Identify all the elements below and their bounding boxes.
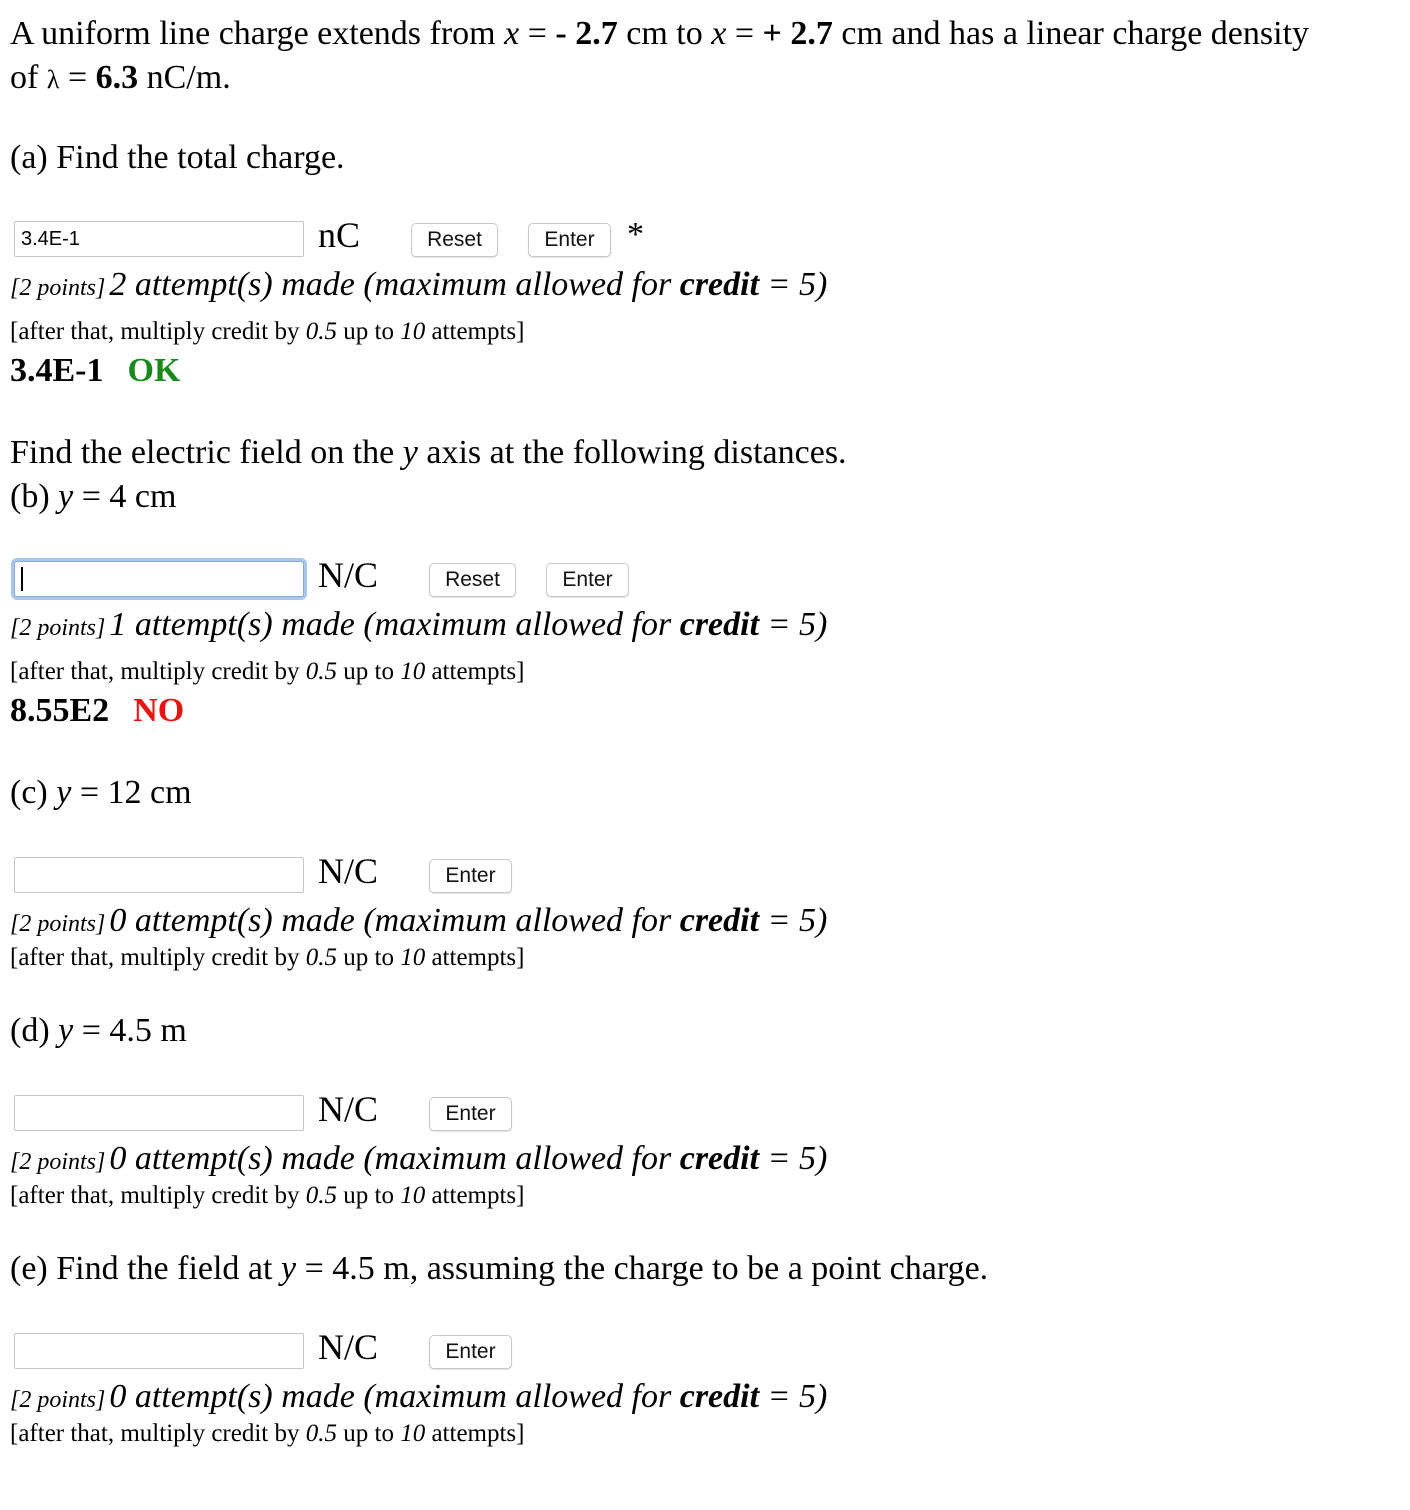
part-b-prompt: (b) y = 4 cm: [10, 478, 177, 515]
part-a-penalty-note: [after that, multiply credit by 0.5 up to 10 attempts]: [10, 318, 525, 345]
part-e-prompt: (e) Find the field at y = 4.5 m, assuming the charge to be a point charge.: [10, 1250, 989, 1287]
part-a-max: = 5): [759, 266, 828, 303]
part-c-enter-button[interactable]: Enter: [429, 859, 512, 893]
part-d-penalty-note: [after that, multiply credit by 0.5 up to 10 attempts]: [10, 1182, 525, 1209]
part-b-answer-input[interactable]: [14, 561, 304, 597]
x-max-value: + 2.7: [762, 15, 833, 52]
part-a-verdict-ok: OK: [127, 352, 181, 389]
lambda-symbol: λ: [46, 65, 60, 94]
lambda-unit: nC/m.: [138, 59, 231, 96]
of-text: of: [10, 59, 47, 96]
part-a-unit: nC: [318, 215, 361, 255]
part-d-unit: N/C: [318, 1089, 379, 1129]
x-variable: x: [711, 15, 727, 52]
part-e-attempts-line: [2 points] 0 attempt(s) made (maximum allowed for credit = 5): [10, 1378, 828, 1415]
field-intro: Find the electric field on the y axis at the following distances.: [10, 434, 847, 471]
lambda-value: 6.3: [95, 59, 139, 96]
part-e-enter-button[interactable]: Enter: [429, 1335, 512, 1369]
problem-statement-line-1: [10, 14, 1309, 54]
problem-intro-text: A uniform line charge extends from: [10, 15, 496, 52]
part-c-penalty-note: [after that, multiply credit by 0.5 up to 10 attempts]: [10, 944, 525, 971]
part-d-prompt: (d) y = 4.5 m: [10, 1012, 187, 1049]
part-c-prompt: (c) y = 12 cm: [10, 774, 192, 811]
part-b-submitted-answer: 8.55E2: [10, 692, 110, 729]
part-a-points: [2 points]: [10, 275, 106, 301]
part-e-unit: N/C: [318, 1327, 379, 1367]
text-cursor: [21, 567, 23, 591]
part-b-result: [10, 692, 184, 730]
part-b-verdict-no: NO: [133, 692, 185, 729]
part-a-answer-input[interactable]: [14, 221, 304, 257]
cm-to-text: cm to: [617, 15, 712, 52]
equals-sign: =: [726, 15, 763, 52]
part-a-credit: credit: [679, 266, 760, 303]
part-a-enter-button[interactable]: Enter: [528, 223, 611, 257]
part-b-unit: N/C: [318, 555, 379, 595]
x-min-value: - 2.7: [555, 15, 618, 52]
part-d-attempts-line: [2 points] 0 attempt(s) made (maximum allowed for credit = 5): [10, 1140, 828, 1177]
problem-intro-text-2: cm and has a linear charge density: [832, 15, 1310, 52]
part-a-result: [10, 352, 180, 390]
part-a-attempts: 2 attempt(s) made (maximum allowed for: [109, 266, 680, 303]
part-e-answer-input[interactable]: [14, 1333, 304, 1369]
part-a-reset-button[interactable]: Reset: [411, 223, 498, 257]
part-a-submitted-answer: 3.4E-1: [10, 352, 104, 389]
part-b-penalty-note: [after that, multiply credit by 0.5 up to 10 attempts]: [10, 658, 525, 685]
part-c-attempts-line: [2 points] 0 attempt(s) made (maximum allowed for credit = 5): [10, 902, 828, 939]
part-b-enter-button[interactable]: Enter: [546, 563, 629, 597]
x-variable: x: [504, 15, 520, 52]
equals-sign: =: [519, 15, 556, 52]
part-c-unit: N/C: [318, 851, 379, 891]
part-d-enter-button[interactable]: Enter: [429, 1097, 512, 1131]
part-a-prompt: (a) Find the total charge.: [10, 139, 345, 176]
part-d-answer-input[interactable]: [14, 1095, 304, 1131]
part-b-attempts-line: [2 points] 1 attempt(s) made (maximum allowed for credit = 5): [10, 606, 828, 643]
part-a-attempts-line: [10, 264, 827, 312]
part-a-asterisk: *: [627, 216, 644, 253]
part-e-penalty-note: [after that, multiply credit by 0.5 up to 10 attempts]: [10, 1420, 525, 1447]
part-c-answer-input[interactable]: [14, 857, 304, 893]
problem-statement-line-2: [10, 58, 231, 100]
part-b-reset-button[interactable]: Reset: [429, 563, 516, 597]
equals-sign: =: [59, 59, 96, 96]
